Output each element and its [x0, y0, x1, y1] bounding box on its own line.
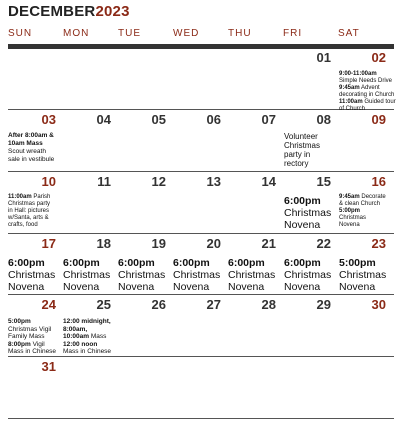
row-divider	[8, 233, 394, 234]
event-text: rectory	[284, 159, 309, 168]
event-text: in Hall: pictures	[8, 208, 50, 214]
day-number: 15	[316, 174, 331, 189]
event-text: Simple Needs Drive	[339, 78, 393, 84]
event-time: 6:00pm	[8, 257, 45, 269]
event-time: 9:00-11:00am	[339, 71, 377, 77]
event-dec-19	[118, 257, 165, 293]
event-time: 12:00 noon	[63, 340, 98, 348]
event-text: Christmas party	[8, 201, 51, 207]
event-text: Novena	[284, 281, 321, 293]
weekday-header	[8, 28, 394, 40]
weekday-wed: WED	[173, 28, 200, 39]
day-number: 09	[371, 112, 386, 127]
event-text: Christmas	[173, 269, 221, 281]
event-time: 6:00pm	[284, 195, 321, 207]
event-text: sale in vestibule	[8, 156, 55, 163]
event-text: Mass in Chinese	[63, 348, 112, 355]
event-dec-17	[8, 257, 55, 293]
event-time: 11:00am	[8, 194, 32, 200]
month-label: DECEMBER	[8, 3, 96, 20]
day-number: 25	[96, 297, 111, 312]
event-text: & clean Church	[339, 201, 381, 207]
event-text: Mass in Chinese	[8, 348, 57, 355]
event-dec-24	[8, 318, 56, 356]
weekday-fri: FRI	[283, 28, 303, 39]
year-label: 2023	[95, 3, 130, 20]
event-text: Volunteer	[284, 132, 318, 141]
event-time: 12:00 midnight,	[63, 318, 111, 325]
day-number: 11	[97, 174, 111, 189]
event-dec-08	[284, 132, 320, 168]
day-number: 23	[371, 236, 386, 251]
event-time: 9:45am	[339, 194, 360, 200]
event-time: 6:00pm	[228, 257, 265, 269]
event-time: 5:00pm	[339, 257, 376, 269]
weekday-mon: MON	[63, 28, 90, 39]
event-text: decorating in Church	[339, 92, 395, 98]
day-number: 20	[206, 236, 221, 251]
event-text: Christmas	[339, 215, 367, 221]
event-text: Novena	[63, 281, 100, 293]
day-number: 16	[371, 174, 386, 189]
event-time: 6:00pm	[284, 257, 321, 269]
day-number: 19	[151, 236, 166, 251]
row-divider	[8, 171, 394, 172]
day-number: 08	[316, 112, 331, 127]
event-text: Family Mass	[8, 333, 45, 340]
day-number: 14	[261, 174, 276, 189]
event-text: Christmas	[8, 269, 56, 281]
day-number: 17	[41, 236, 56, 251]
row-divider	[8, 356, 394, 357]
day-number: 18	[96, 236, 111, 251]
day-number: 01	[316, 50, 331, 65]
event-time: 8:00am,	[63, 325, 88, 333]
event-text: Parish	[31, 194, 51, 200]
event-time: After 8:00am &	[8, 132, 54, 139]
event-text: Novena	[284, 219, 321, 231]
event-dec-10	[8, 194, 50, 229]
event-text: Advent	[359, 85, 380, 91]
day-number: 10	[41, 174, 56, 189]
event-text: Vigil	[30, 340, 45, 348]
day-number: 02	[371, 50, 386, 65]
event-text: Christmas Vigil	[8, 325, 52, 333]
event-text: Christmas	[228, 269, 276, 281]
event-text: Novena	[339, 281, 376, 293]
day-number: 05	[151, 112, 166, 127]
day-number: 21	[261, 236, 276, 251]
event-text: Christmas	[284, 207, 332, 219]
event-dec-03	[8, 132, 54, 164]
event-time: 6:00pm	[63, 257, 100, 269]
day-number: 26	[151, 297, 166, 312]
event-time: 8:00pm	[8, 340, 31, 348]
event-dec-18	[63, 257, 110, 293]
row-divider	[8, 109, 394, 110]
event-dec-20	[173, 257, 220, 293]
event-text: Christmas	[284, 141, 321, 150]
day-number: 13	[206, 174, 221, 189]
event-text: Novena	[228, 281, 265, 293]
day-number: 22	[316, 236, 331, 251]
weekday-thu: THU	[228, 28, 252, 39]
event-text: Scout wreath	[8, 148, 46, 155]
event-dec-16	[339, 194, 386, 229]
event-text: Novena	[118, 281, 155, 293]
event-text: party in	[284, 150, 311, 159]
event-text: crafts, food	[8, 222, 38, 228]
event-text: Christmas	[118, 269, 166, 281]
event-text: of Church	[339, 106, 366, 112]
event-dec-23	[339, 257, 386, 293]
event-dec-25	[63, 318, 111, 356]
event-dec-02	[339, 71, 396, 113]
day-number: 27	[206, 297, 221, 312]
event-time: 10:00am	[63, 333, 90, 340]
event-time: 6:00pm	[118, 257, 155, 269]
day-number: 03	[41, 112, 56, 127]
event-text: w/Santa, arts &	[8, 215, 49, 221]
event-time: 5:00pm	[8, 318, 31, 325]
weekday-tue: TUE	[118, 28, 141, 39]
event-text: Christmas	[63, 269, 111, 281]
event-text: Christmas	[339, 269, 387, 281]
weekday-sun: SUN	[8, 28, 33, 39]
day-number: 28	[261, 297, 276, 312]
event-text: Novena	[8, 281, 45, 293]
day-number: 12	[151, 174, 166, 189]
event-text: Mass	[89, 333, 107, 340]
event-time: 10am Mass	[8, 140, 43, 147]
event-dec-21	[228, 257, 275, 293]
row-divider	[8, 294, 394, 295]
calendar-title	[8, 3, 130, 20]
day-number: 31	[41, 359, 56, 374]
row-divider	[8, 418, 394, 419]
day-number: 29	[316, 297, 331, 312]
event-dec-22	[284, 257, 331, 293]
day-number: 06	[206, 112, 221, 127]
event-time: 11:00am	[339, 99, 363, 105]
event-time: 9:45am	[339, 85, 360, 91]
event-text: Christmas	[284, 269, 332, 281]
event-text: Novena	[173, 281, 210, 293]
event-time: 6:00pm	[173, 257, 210, 269]
event-text: Decorate	[359, 194, 386, 200]
header-divider	[8, 44, 394, 49]
event-time: 5:00pm	[339, 208, 361, 214]
day-number: 30	[371, 297, 386, 312]
event-dec-15	[284, 195, 331, 231]
day-number: 24	[41, 297, 56, 312]
day-number: 04	[96, 112, 111, 127]
weekday-sat: SAT	[338, 28, 360, 39]
event-text: Novena	[339, 222, 360, 228]
event-text: Guided tour	[362, 99, 396, 105]
day-number: 07	[261, 112, 276, 127]
